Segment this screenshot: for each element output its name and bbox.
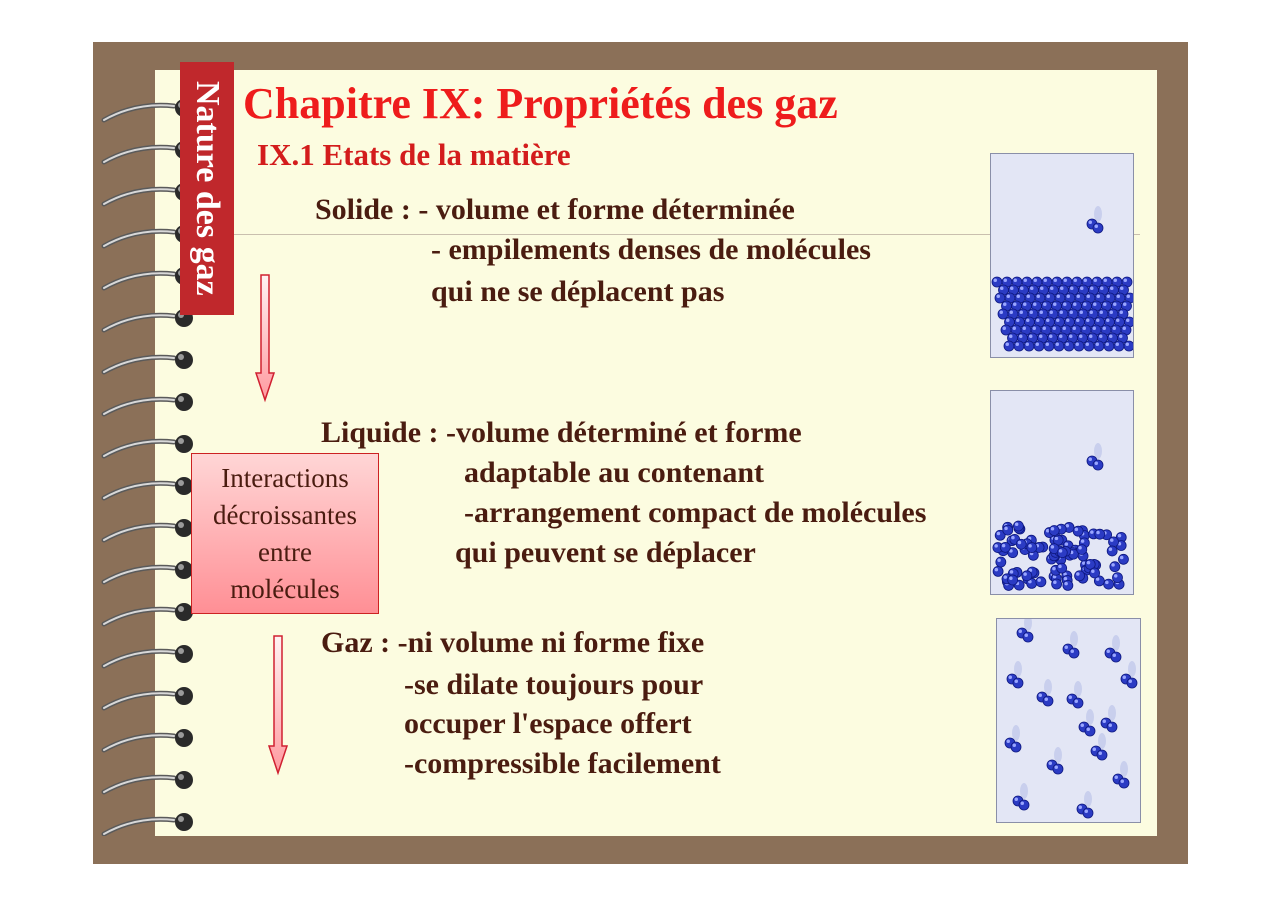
page-title: Chapitre IX: Propriétés des gaz <box>243 79 838 128</box>
down-arrow-icon <box>254 273 276 403</box>
gaz-line-4: -compressible facilement <box>404 747 721 780</box>
gas-molecules-image <box>996 618 1141 823</box>
solide-line-1: Solide : - volume et forme déterminée <box>315 193 795 226</box>
liquide-line-3: -arrangement compact de molécules <box>464 496 927 529</box>
liquide-line-4: qui peuvent se déplacer <box>455 536 756 569</box>
gaz-line-2: -se dilate toujours pour <box>404 668 704 701</box>
solide-line-2: - empilements denses de molécules <box>431 233 871 266</box>
side-tab <box>180 62 234 315</box>
side-tab-label: Nature des gaz <box>189 81 226 296</box>
liquid-molecules-image <box>990 390 1134 595</box>
solid-molecules-image <box>990 153 1134 358</box>
section-subtitle: IX.1 Etats de la matière <box>257 137 571 172</box>
down-arrow-icon <box>267 634 289 776</box>
liquide-line-2: adaptable au contenant <box>464 456 765 489</box>
solide-line-3: qui ne se déplacent pas <box>431 275 725 308</box>
gaz-line-3: occuper l'espace offert <box>404 707 692 740</box>
gaz-line-1: Gaz : -ni volume ni forme fixe <box>321 626 705 659</box>
liquide-line-1: Liquide : -volume déterminé et forme <box>321 416 802 449</box>
interactions-callout <box>191 453 379 614</box>
interactions-callout-label: Interactions décroissantes entre molécules <box>213 462 357 604</box>
